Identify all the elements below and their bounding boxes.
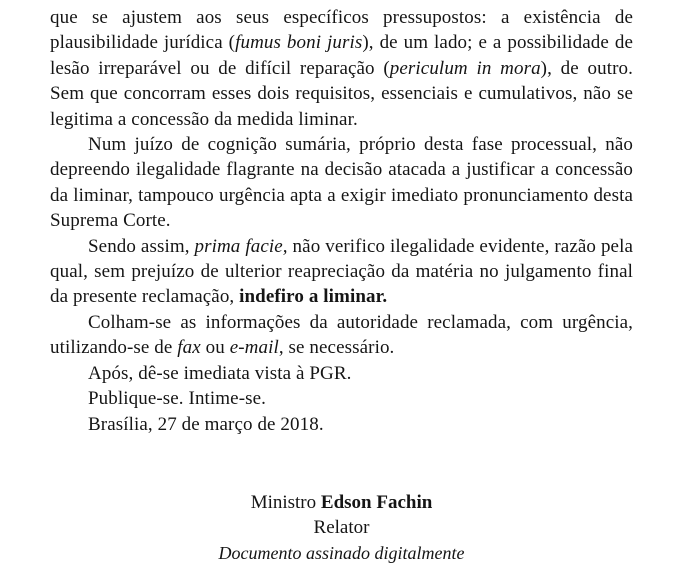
italic-text-run: periculum in mora xyxy=(389,57,541,79)
digital-signature-text: Documento assinado digitalmente xyxy=(218,542,465,563)
body-paragraph xyxy=(50,386,633,411)
body-paragraph xyxy=(50,310,633,361)
text-run: Sendo assim, xyxy=(88,235,195,257)
body-paragraph xyxy=(50,132,633,234)
text-run: ou xyxy=(200,337,230,359)
text-run: Num juízo de cognição sumária, próprio desta fase processual, não depreendo ilegalidade flagrante na decisão atacada a justificar a concessão da liminar, tampouco urgência apta a exigir imediato pronunciamento desta Suprema Corte. xyxy=(50,134,633,232)
body-paragraph xyxy=(50,361,633,386)
relator-line xyxy=(50,515,633,540)
text-run: , se necessário. xyxy=(278,337,395,359)
text-run: Brasília, 27 de março de 2018. xyxy=(88,413,324,435)
italic-text-run: fax xyxy=(177,337,201,359)
italic-text-run: fumus boni juris xyxy=(235,32,363,54)
body-paragraph xyxy=(50,412,633,437)
italic-text-run: e-mail xyxy=(229,337,279,359)
text-run: ), de um lado; e a possibilidade de lesão irreparável ou de difícil reparação ( xyxy=(50,32,633,79)
text-run: não verifico ilegalidade evidente, razão pela qual, sem prejuízo de ulterior reapreciação da matéria no julgamento final da presente reclamação, xyxy=(50,235,633,308)
digital-signature-note xyxy=(50,541,633,566)
bold-text-run: indefiro a liminar. xyxy=(239,286,388,308)
text-run: Após, dê-se imediata vista à PGR. xyxy=(88,362,352,384)
text-run: Publique-se. Intime-se. xyxy=(88,388,267,410)
minister-label: Ministro xyxy=(250,491,317,513)
minister-line xyxy=(50,490,633,515)
signature-block xyxy=(50,490,633,566)
text-run: que se ajustem aos seus específicos pressupostos: a existência de plausibilidade jurídica ( xyxy=(50,7,633,54)
body-paragraph xyxy=(50,234,633,310)
text-run: ), de outro. Sem que concorram esses dois requisitos, essenciais e cumulativos, não se legitima a concessão da medida liminar. xyxy=(50,57,633,130)
relator-label: Relator xyxy=(313,517,370,539)
body-paragraph xyxy=(50,5,633,132)
italic-text-run: prima facie, xyxy=(194,235,288,257)
minister-name: Edson Fachin xyxy=(320,491,433,513)
text-run: Colham-se as informações da autoridade reclamada, com urgência, utilizando-se de xyxy=(50,311,633,359)
